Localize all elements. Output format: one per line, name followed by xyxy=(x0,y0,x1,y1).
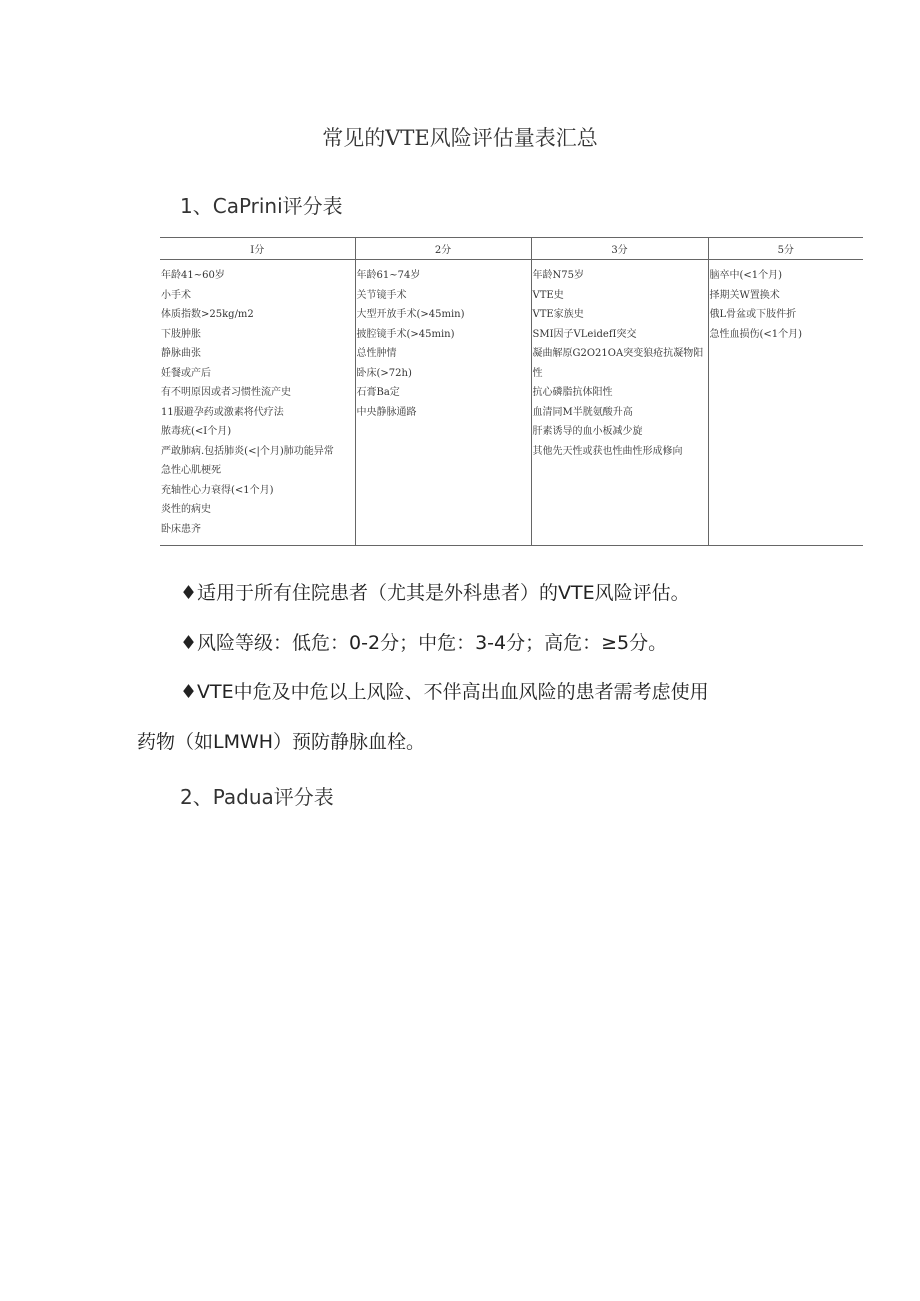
column-1-point-factors xyxy=(160,260,355,546)
risk-factor: 肝素诱导的血小板减少旋 xyxy=(532,426,643,437)
bullet-risk-levels: ♦风险等级：低危：0-2分；中危：3-4分；高危：≥5分。 xyxy=(180,632,668,654)
risk-factor: 抗心磷脂抗体阳性 xyxy=(532,387,613,398)
risk-factor: 石膏Ba定 xyxy=(356,387,400,398)
risk-factor: 卧床(>72h) xyxy=(356,367,412,379)
risk-factor: 年龄61~74岁 xyxy=(356,270,421,281)
risk-factor: 大型开放手术(>45min) xyxy=(356,309,465,320)
risk-factor: 静脉曲张 xyxy=(161,348,201,359)
risk-factor: 脑卒中(<1个月) xyxy=(709,270,783,281)
risk-factor: 11服避孕药或激素将代疗法 xyxy=(161,406,284,418)
header-5-points: 5分 xyxy=(708,238,863,260)
risk-factor: 急性血损伤(<1个月) xyxy=(709,328,803,340)
risk-factor: 年龄N75岁 xyxy=(532,270,584,281)
risk-factor: 卧床患齐 xyxy=(161,523,201,535)
header-3-points: 3分 xyxy=(531,238,708,260)
risk-factor: 血清同M半胱氨酸升高 xyxy=(532,406,633,418)
risk-factor: 体质指数>25kg/m2 xyxy=(161,309,254,320)
risk-factor: 有不明原因或者习惯性流产史 xyxy=(161,387,291,398)
risk-factor: SMI因子VLeidefI突交 xyxy=(532,328,637,340)
risk-factor: 其他先天性或获也性曲性形成修向 xyxy=(532,445,683,457)
section-heading-padua: 2、Padua评分表 xyxy=(180,785,334,809)
risk-factor: 炎性的病史 xyxy=(161,504,211,515)
risk-factor: 俄L骨盆或下肢件折 xyxy=(709,309,797,320)
header-1-point: I分 xyxy=(160,238,355,260)
column-2-points-factors xyxy=(355,260,531,546)
risk-factor: 脓毒疣(<I个月) xyxy=(161,426,232,437)
risk-factor: 急性心肌梗死 xyxy=(161,465,221,476)
risk-factor: 充轴性心力衰得(<1个月) xyxy=(161,484,274,496)
risk-factor: 择期关W置换术 xyxy=(709,289,780,301)
risk-factor: VTE史 xyxy=(532,289,564,301)
bullet-prophylaxis-continued: 药物（如LMWH）预防静脉血栓。 xyxy=(137,731,426,753)
risk-factor: 总性肿情 xyxy=(356,348,397,359)
bullet-prophylaxis: ♦VTE中危及中危以上风险、不伴高出血风险的患者需考虑使用 xyxy=(180,681,709,703)
risk-factor: 妊餐或产后 xyxy=(161,367,211,379)
risk-factor: 小手术 xyxy=(161,289,191,301)
column-5-points-factors xyxy=(708,260,863,546)
risk-factor: 下肢肿胀 xyxy=(161,328,201,340)
section-heading-caprini: 1、CaPrini评分表 xyxy=(180,194,343,218)
risk-factor: 中央静脉通路 xyxy=(356,406,417,418)
risk-factor: 披腔镜手术(>45min) xyxy=(356,328,455,340)
header-2-points: 2分 xyxy=(355,238,531,260)
bullet-applicability: ♦适用于所有住院患者（尤其是外科患者）的VTE风险评估。 xyxy=(180,582,690,604)
caprini-score-table xyxy=(160,237,863,546)
risk-factor: VTE家族史 xyxy=(532,309,584,320)
document-title: 常见的VTE风险评估量表汇总 xyxy=(322,126,598,150)
risk-factor: 关节镜手术 xyxy=(356,289,407,301)
risk-factor: 年龄41~60岁 xyxy=(161,270,225,281)
risk-factor: 凝曲解原G2O21OA突变狼疮抗凝物阳性 xyxy=(532,348,704,379)
risk-factor: 严敢肺病.包括肺炎(<|个月)肺功能异常 xyxy=(161,445,334,457)
column-3-points-factors xyxy=(531,260,708,546)
